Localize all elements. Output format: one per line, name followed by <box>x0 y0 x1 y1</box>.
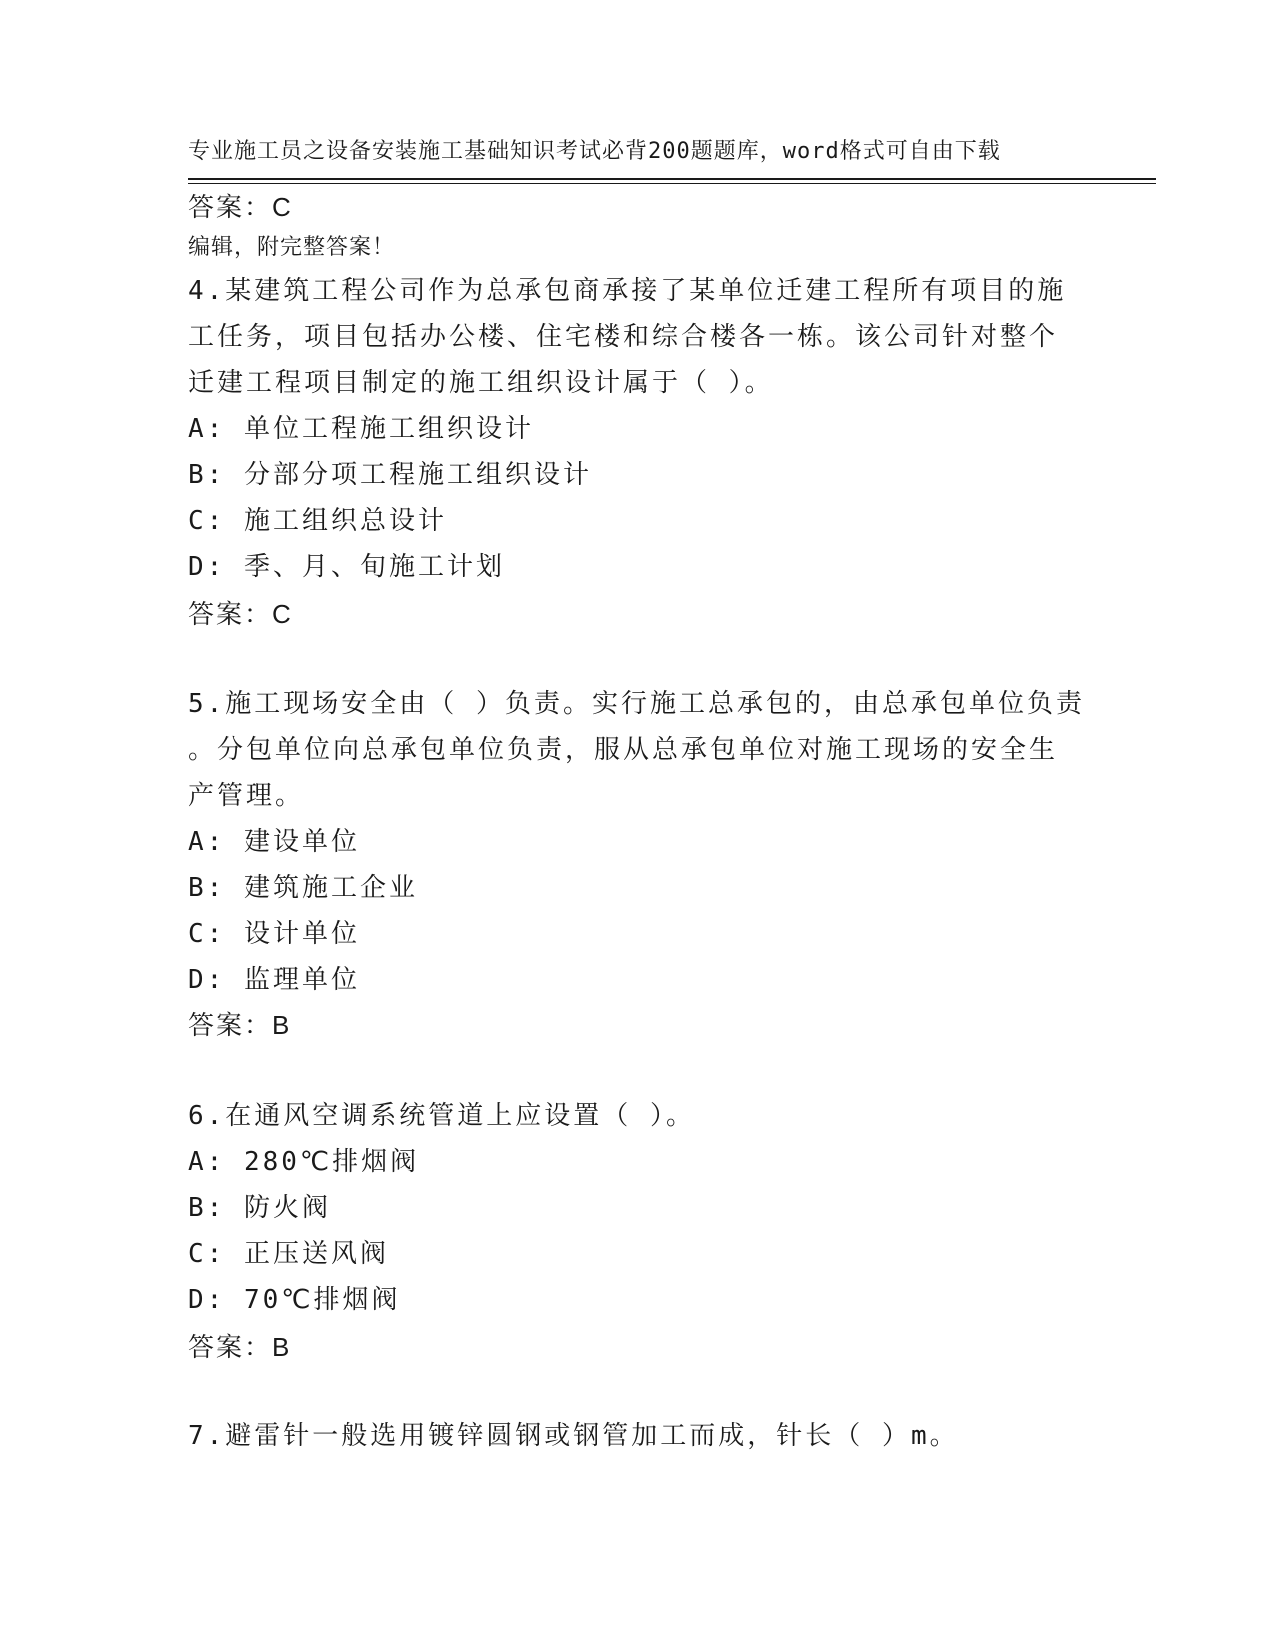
option-a: A: 单位工程施工组织设计 <box>188 414 534 444</box>
question-line: 迁建工程项目制定的施工组织设计属于（ ）。 <box>188 368 774 398</box>
answer-6: 答案：B <box>188 1332 292 1362</box>
answer-5: 答案：B <box>188 1010 292 1040</box>
option-d: D: 70℃排烟阀 <box>188 1285 401 1315</box>
header-line-1: 专业施工员之设备安装施工基础知识考试必背200题题库，word格式可自由下载 <box>188 139 1001 164</box>
option-c: C: 正压送风阀 <box>188 1239 389 1269</box>
question-line: 。分包单位向总承包单位负责，服从总承包单位对施工现场的安全生 <box>188 735 1059 765</box>
header-rule-thin <box>188 183 1156 184</box>
header-rule-thick <box>188 178 1156 180</box>
question-line: 7.避雷针一般选用镀锌圆钢或钢管加工而成，针长（ ）m。 <box>188 1421 959 1451</box>
option-b: B: 防火阀 <box>188 1193 331 1223</box>
option-b: B: 建筑施工企业 <box>188 873 418 903</box>
option-c: C: 设计单位 <box>188 919 360 949</box>
option-c: C: 施工组织总设计 <box>188 506 447 536</box>
option-d: D: 季、月、旬施工计划 <box>188 552 505 582</box>
header-line-2: 编辑，附完整答案！ <box>188 235 396 260</box>
question-line: 6.在通风空调系统管道上应设置（ ）。 <box>188 1101 695 1131</box>
question-7 <box>188 1413 1088 1459</box>
option-a: A: 建设单位 <box>188 827 360 857</box>
question-4 <box>188 268 1088 590</box>
question-line: 产管理。 <box>188 781 305 811</box>
question-line: 4.某建筑工程公司作为总承包商承接了某单位迁建工程所有项目的施 <box>188 276 1067 306</box>
option-d: D: 监理单位 <box>188 965 360 995</box>
question-6 <box>188 1093 1088 1323</box>
answer-4: 答案：C <box>188 599 293 629</box>
option-a: A: 280℃排烟阀 <box>188 1147 420 1177</box>
option-b: B: 分部分项工程施工组织设计 <box>188 460 592 490</box>
question-line: 5.施工现场安全由（ ）负责。实行施工总承包的，由总承包单位负责 <box>188 689 1085 719</box>
question-line: 工任务，项目包括办公楼、住宅楼和综合楼各一栋。该公司针对整个 <box>188 322 1059 352</box>
question-5 <box>188 681 1088 1003</box>
answer-prev: 答案：C <box>188 192 293 222</box>
